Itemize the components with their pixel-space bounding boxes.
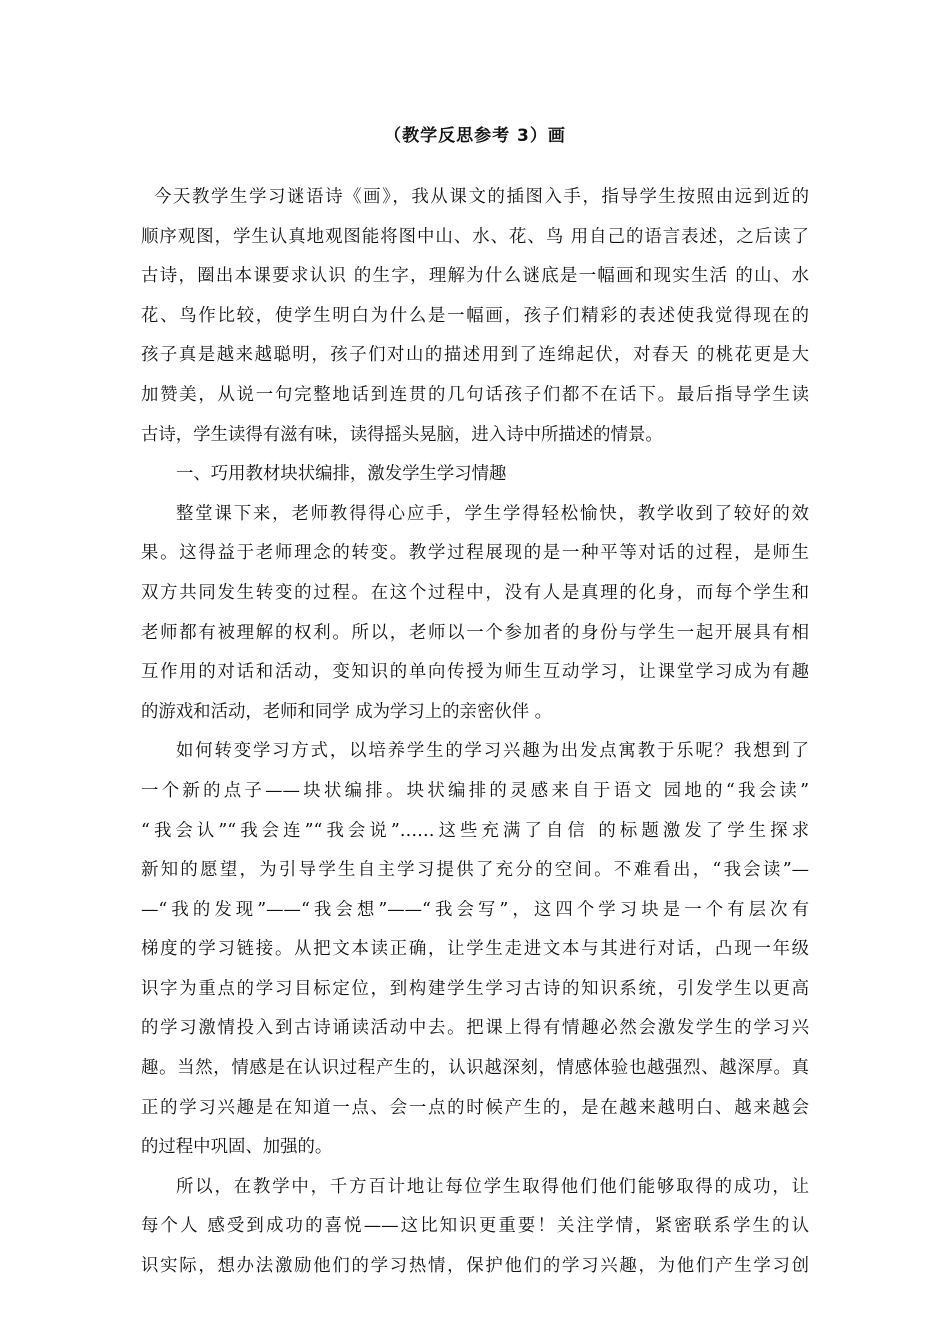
text-line: 的过程中巩固、加强的。 <box>141 1137 333 1158</box>
text-line: 古诗，圈出本课要求认识 的生字，理解为什么谜底是一幅画和现实生活 的山、水 <box>141 266 809 287</box>
text-line: 梯度的学习链接。从把文本读正确，让学生走进文本与其进行对话，凸现一年级 <box>141 939 809 960</box>
text-line: 新知的愿望，为引导学生自主学习提供了充分的空间。不难看出，“我会读”— <box>141 860 809 881</box>
text-line: 老师都有被理解的权利。所以，老师以一个参加者的身份与学生一起开展具有相 <box>141 622 809 643</box>
text-line: 识实际，想办法激励他们的学习热情，保护他们的学习兴趣，为他们产生学习创 <box>141 1256 809 1277</box>
body-text <box>141 178 809 1287</box>
text-line: 识字为重点的学习目标定位，到构建学生学习古诗的知识系统，引发学生以更高 <box>141 978 809 999</box>
text-line: 花、鸟作比较，使学生明白为什么是一幅画，孩子们精彩的表述使我觉得现在的 <box>141 305 809 326</box>
text-line: 的游戏和活动，老师和同学 成为学习上的亲密伙伴 。 <box>141 701 553 722</box>
text-line: 今天教学生学习谜语诗《画》，我从课文的插图入手，指导学生按照由远到近的 <box>154 187 809 207</box>
text-line: 每个人 感受到成功的喜悦——这比知识更重要！关注学情，紧密联系学生的认 <box>141 1216 809 1237</box>
text-line: 一个新的点子——块状编排。块状编排的灵感来自于语文 园地的“我会读” <box>141 780 809 801</box>
text-line: “我会认”“我会连”“我会说”……这些充满了自信 的标题激发了学生探求 <box>141 820 809 841</box>
text-line: —“我的发现”——“我会想”——“我会写”，这四个学习块是一个有层次有 <box>141 899 809 920</box>
text-line: 整堂课下来，老师教得得心应手，学生学得轻松愉快，教学收到了较好的效 <box>176 503 809 524</box>
text-line: 如何转变学习方式，以培养学生的学习兴趣为出发点寓教于乐呢？我想到了 <box>176 741 809 762</box>
text-line: 趣。当然，情感是在认识过程产生的，认识越深刻，情感体验也越强烈、越深厚。真 <box>141 1058 809 1079</box>
text-line: 所以，在教学中，千方百计地让每位学生取得他们他们能够取得的成功，让 <box>176 1176 809 1197</box>
text-line: 正的学习兴趣是在知道一点、会一点的时候产生的，是在越来越明白、越来越会 <box>141 1097 809 1118</box>
text-line: 加赞美，从说一句完整地话到连贯的几句话孩子们都不在话下。最后指导学生读 <box>141 384 809 405</box>
text-line: 的学习激情投入到古诗诵读活动中去。把课上得有情趣必然会激发学生的学习兴 <box>141 1018 809 1039</box>
section-heading: 一、巧用教材块状编排，激发学生学习情趣 <box>176 464 507 485</box>
text-line: 古诗，学生读得有滋有味，读得摇头晃脑，进入诗中所描述的情景。 <box>141 424 663 445</box>
text-line: 互作用的对话和活动，变知识的单向传授为师生互动学习，让课堂学习成为有趣 <box>141 662 809 683</box>
text-line: 双方共同发生转变的过程。在这个过程中，没有人是真理的化身，而每个学生和 <box>141 582 809 603</box>
page-title: （教学反思参考 3）画 <box>384 126 566 146</box>
text-line: 孩子真是越来越聪明，孩子们对山的描述用到了连绵起伏，对春天 的桃花更是大 <box>141 345 809 366</box>
text-line: 果。这得益于老师理念的转变。教学过程展现的是一种平等对话的过程，是师生 <box>141 543 809 564</box>
text-line: 顺序观图，学生认真地观图能将图中山、水、花、鸟 用自己的语言表述，之后读了 <box>141 226 809 247</box>
